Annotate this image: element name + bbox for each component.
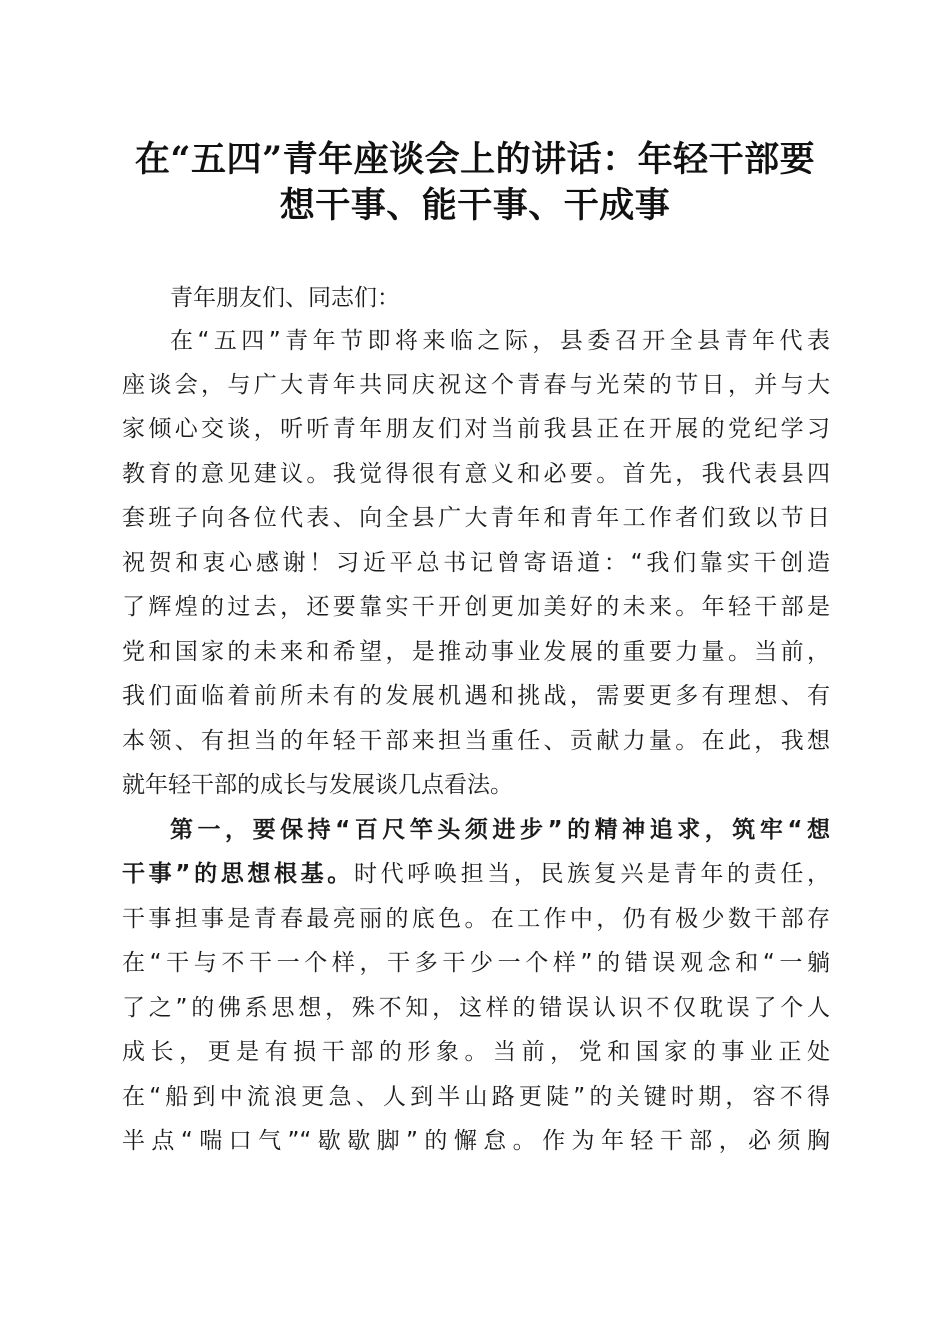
paragraph-line: 家倾心交谈，听听青年朋友们对当前我县正在开展的党纪学习 — [122, 416, 830, 442]
paragraph-line: 干事担事是青春最亮丽的底色。在工作中，仍有极少数干部存 — [122, 906, 830, 932]
paragraph-line: 在“干与不干一个样，干多干少一个样”的错误观念和“一躺 — [122, 950, 830, 976]
paragraph-line: 党和国家的未来和希望，是推动事业发展的重要力量。当前， — [122, 639, 830, 665]
section-heading-bold: 第一，要保持“百尺竿头须进步”的精神追求，筑牢“想 — [170, 817, 830, 843]
greeting: 青年朋友们、同志们： — [170, 285, 400, 311]
paragraph-line — [122, 859, 830, 889]
paragraph-line: 教育的意见建议。我觉得很有意义和必要。首先，我代表县四 — [122, 461, 830, 487]
paragraph-line: 成长，更是有损干部的形象。当前，党和国家的事业正处 — [122, 1039, 830, 1065]
paragraph-line: 我们面临着前所未有的发展机遇和挑战，需要更多有理想、有 — [122, 683, 830, 709]
paragraph-line: 座谈会，与广大青年共同庆祝这个青春与光荣的节日，并与大 — [122, 372, 830, 398]
paragraph-line: 套班子向各位代表、向全县广大青年和青年工作者们致以节日 — [122, 505, 830, 531]
paragraph-line: 半点“喘口气”“歇歇脚”的懈怠。作为年轻干部，必须胸 — [122, 1128, 830, 1154]
paragraph-line: 在“船到中流浪更急、人到半山路更陡”的关键时期，容不得 — [122, 1084, 830, 1110]
paragraph-line: 祝贺和衷心感谢！习近平总书记曾寄语道：“我们靠实干创造 — [122, 550, 830, 576]
paragraph-text: 时代呼唤担当，民族复兴是青年的责任， — [353, 861, 831, 887]
document-title-line-2: 想干事、能干事、干成事 — [279, 185, 671, 226]
section-heading-bold: 干事”的思想根基。 — [122, 861, 354, 887]
document-title-line-1: 在“五四”青年座谈会上的讲话：年轻干部要 — [134, 139, 816, 180]
paragraph-line: 在“五四”青年节即将来临之际，县委召开全县青年代表 — [170, 328, 830, 354]
paragraph-line: 本领、有担当的年轻干部来担当重任、贡献力量。在此，我想 — [122, 728, 830, 754]
paragraph-line: 就年轻干部的成长与发展谈几点看法。 — [122, 772, 513, 798]
paragraph-line: 了辉煌的过去，还要靠实干开创更加美好的未来。年轻干部是 — [122, 594, 830, 620]
section-heading-line — [170, 815, 830, 845]
paragraph-line: 了之”的佛系思想，殊不知，这样的错误认识不仅耽误了个人 — [122, 995, 830, 1021]
